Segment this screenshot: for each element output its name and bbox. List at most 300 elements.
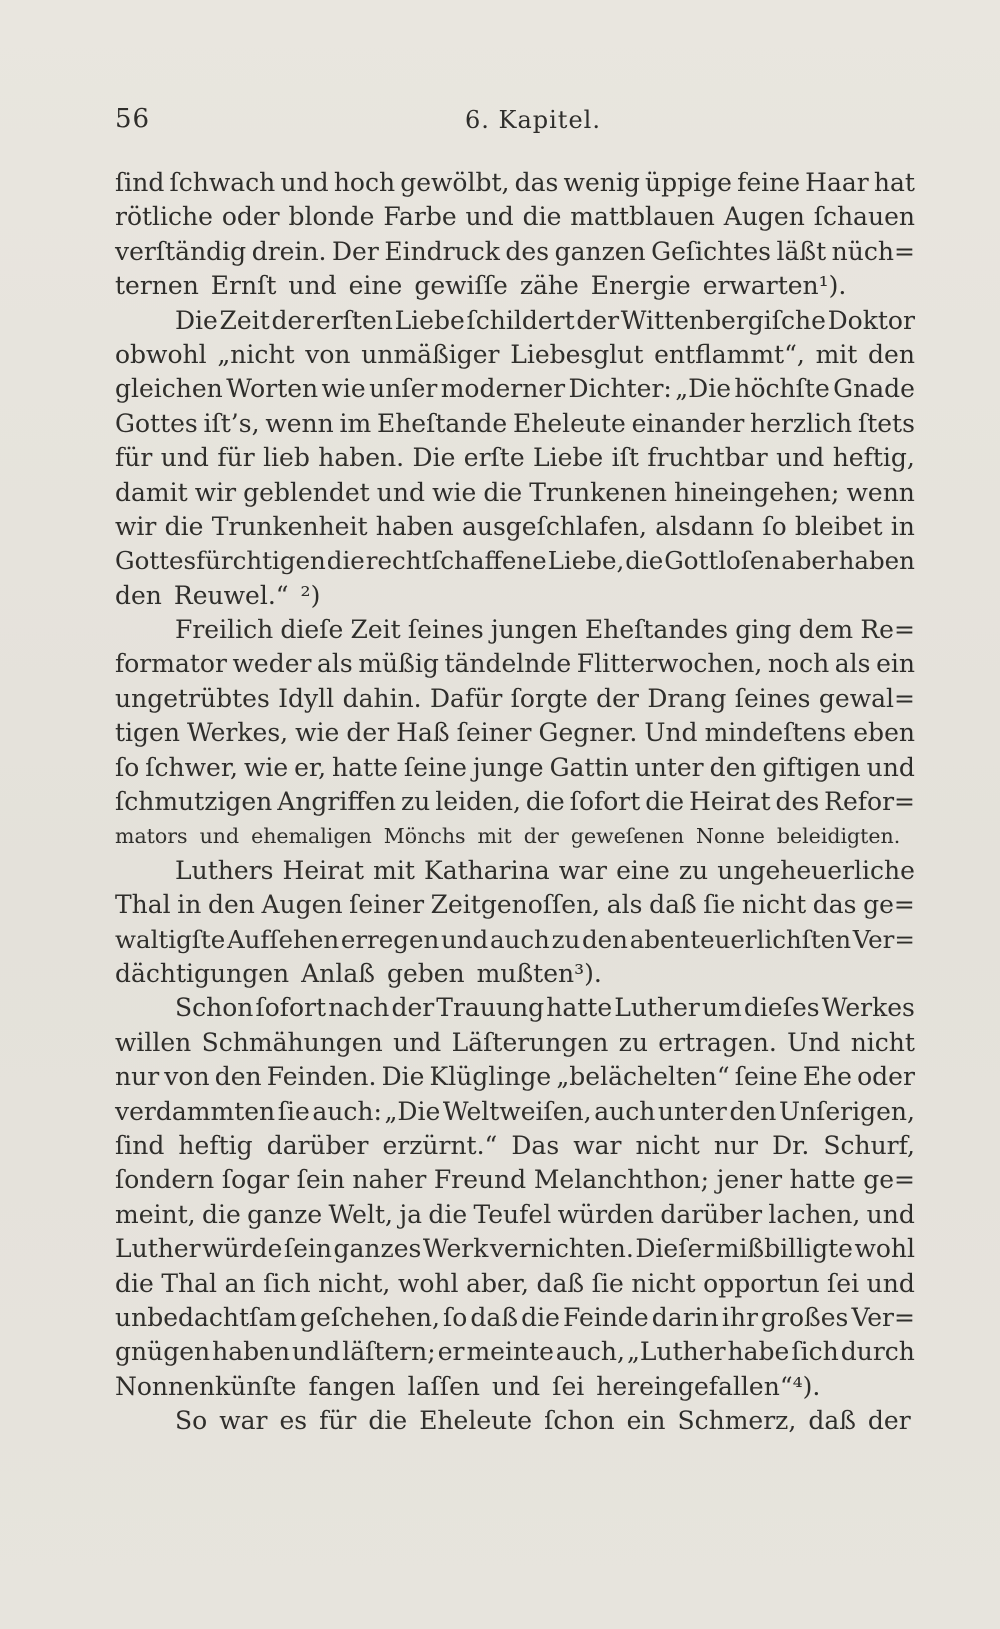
word: erſte — [463, 443, 525, 473]
text-line — [115, 785, 915, 819]
text-line — [115, 991, 915, 1025]
word: darin — [651, 1302, 719, 1332]
word: in — [890, 511, 915, 541]
word: naher — [352, 1165, 427, 1195]
word: nüch= — [831, 236, 915, 266]
text-line — [115, 269, 915, 303]
word: Nonnenkünſte — [115, 1371, 297, 1401]
word: den — [582, 924, 628, 954]
word: wohl — [854, 1234, 915, 1264]
word: Läſterungen — [451, 1027, 609, 1057]
word: nicht — [631, 1268, 696, 1298]
word: der — [576, 305, 620, 335]
word: war — [219, 1406, 268, 1436]
word: Re= — [860, 615, 915, 645]
word: hatte — [789, 1165, 856, 1195]
word: heftig — [178, 1130, 253, 1160]
word: Haß — [396, 718, 450, 748]
word: obwohl — [115, 339, 207, 369]
word: tändelnde — [444, 649, 572, 679]
word: als — [606, 890, 643, 920]
word: die — [483, 477, 523, 507]
word: waltigſte — [115, 924, 226, 954]
word: wir — [194, 477, 237, 507]
text-line — [115, 682, 915, 716]
text-line — [115, 304, 915, 338]
word: und — [776, 443, 825, 473]
word: wie — [432, 477, 477, 507]
word: nur — [115, 1062, 160, 1092]
word: abenteuerlichſten — [629, 924, 851, 954]
paragraph — [115, 613, 915, 854]
word: es — [279, 1406, 308, 1436]
word: den — [207, 890, 255, 920]
word: der — [271, 305, 315, 335]
word: wohl — [397, 1268, 459, 1298]
word: ſchauen — [813, 202, 915, 232]
word: nicht — [741, 890, 807, 920]
word: Gegner. — [538, 718, 638, 748]
text-line — [115, 579, 915, 613]
word: er — [437, 1337, 465, 1367]
word: Gottloſen — [664, 546, 781, 576]
word: er, — [294, 752, 327, 782]
text-line — [115, 957, 915, 991]
word: moderner — [440, 374, 566, 404]
word: ja — [399, 1199, 422, 1229]
word: ſie — [591, 1268, 624, 1298]
word: rötliche — [115, 202, 213, 232]
word: Schmerz, — [677, 1406, 797, 1436]
word: haben — [212, 1337, 291, 1367]
word: Eindruck — [384, 236, 500, 266]
word: ſchildert — [466, 305, 575, 335]
word: rechtſchaffene — [365, 546, 547, 576]
word: eine — [348, 271, 403, 301]
word: Und — [644, 718, 698, 748]
word: „nicht — [217, 339, 295, 369]
word: im — [339, 408, 372, 438]
word: meinte — [466, 1337, 554, 1367]
word: Idyll — [278, 683, 335, 713]
word: verdammten — [115, 1096, 276, 1126]
word: ungeheuerliche — [717, 855, 915, 885]
word: wenn — [265, 408, 334, 438]
word: die — [521, 1302, 560, 1332]
word: läßt — [776, 236, 827, 266]
word: ſofort — [255, 993, 327, 1023]
word: oder — [221, 202, 280, 232]
text-line — [115, 1301, 915, 1335]
word: würde — [202, 1234, 283, 1264]
word: Und — [787, 1027, 841, 1057]
word: geweſenen — [570, 824, 685, 849]
word: junge — [472, 752, 544, 782]
word: die — [525, 787, 565, 817]
word: ſofort — [569, 787, 641, 817]
word: die — [115, 1268, 154, 1298]
word: Flitterwochen, — [576, 649, 763, 679]
word: ausgeſchlafen, — [461, 511, 647, 541]
text-line — [115, 166, 915, 200]
word: meint, — [115, 1199, 196, 1229]
word: Dr. — [772, 1130, 810, 1160]
word: ſie — [277, 1096, 310, 1126]
word: unbedachtſam — [115, 1302, 297, 1332]
word: Dieſer — [635, 1234, 715, 1264]
word: und — [393, 1027, 442, 1057]
word: die — [522, 202, 562, 232]
word: ſchon — [544, 1406, 615, 1436]
text-line — [115, 1335, 915, 1369]
word: hoch — [333, 168, 396, 197]
word: den — [729, 1096, 777, 1126]
word: und — [866, 1268, 915, 1298]
word: Gottes — [115, 408, 198, 438]
word: Melanchthon; — [533, 1165, 710, 1195]
word: ſich — [791, 1337, 839, 1367]
word: ſeiner — [349, 890, 425, 920]
word: auch: — [312, 1096, 382, 1126]
word: nur — [713, 1130, 759, 1160]
word: ungetrübtes — [115, 683, 270, 713]
word: gewiſſe — [414, 271, 508, 301]
word: ein — [626, 1406, 666, 1436]
word: gnügen — [115, 1337, 211, 1367]
page-header — [115, 104, 915, 144]
word: Gnade — [833, 374, 915, 404]
word: entflammt“, — [654, 339, 805, 369]
word: Eheleute — [419, 1406, 533, 1436]
word: Schurf, — [823, 1130, 915, 1160]
word: wir — [115, 511, 157, 541]
word: ſo — [115, 752, 140, 782]
word: gewal= — [818, 683, 915, 713]
word: Wittenbergiſche — [620, 305, 826, 335]
word: und — [288, 271, 337, 301]
word: ſondern — [115, 1165, 215, 1195]
paragraph — [115, 166, 915, 304]
word: Feinde — [563, 1302, 649, 1332]
word: das — [812, 890, 857, 920]
word: Heirat — [689, 787, 771, 817]
word: fruchtbar — [647, 443, 768, 473]
word: dieſe — [280, 615, 344, 645]
word: unter — [634, 752, 704, 782]
word: Geſichtes — [651, 236, 771, 266]
word: Trunkenen — [529, 477, 668, 507]
word: hatte — [546, 993, 613, 1023]
word: Trauung — [436, 993, 545, 1023]
word: ſo — [762, 511, 787, 541]
text-line — [115, 1370, 915, 1404]
word: Gattin — [549, 752, 629, 782]
word: den — [214, 1062, 262, 1092]
word: bleibet — [794, 511, 883, 541]
word: ſchmutzigen — [115, 787, 273, 817]
word: eine — [616, 855, 670, 885]
word: Worten — [226, 374, 319, 404]
word: erregen — [340, 924, 440, 954]
word: durch — [840, 1337, 915, 1367]
word: des — [775, 787, 820, 817]
word: iſt’s, — [203, 408, 260, 438]
word: den — [868, 339, 915, 369]
word: würden — [557, 1199, 654, 1229]
word: Angriffen — [277, 787, 397, 817]
word: Ernſt — [210, 271, 277, 301]
word: Weltweiſen, — [442, 1096, 592, 1126]
word: Eheſtandes — [584, 615, 729, 645]
word: war — [573, 1130, 622, 1160]
word: großes — [761, 1302, 849, 1332]
text-line — [115, 751, 915, 785]
word: oder — [857, 1062, 915, 1092]
word: Unſerigen, — [778, 1096, 915, 1126]
word: Werkes — [821, 993, 915, 1023]
word: ſeines — [734, 683, 811, 713]
word: müßig — [358, 649, 439, 679]
word: zu — [678, 855, 709, 885]
text-line — [115, 647, 915, 681]
paragraph — [115, 1404, 915, 1438]
text-line — [115, 923, 915, 957]
word: und — [465, 202, 514, 232]
word: geſchehen, — [300, 1302, 440, 1332]
word: eben — [853, 718, 915, 748]
word: für — [217, 443, 255, 473]
word: auch — [489, 924, 550, 954]
word: „Die — [675, 374, 732, 404]
body-text — [115, 166, 915, 1438]
word: Liebesglut — [510, 339, 644, 369]
word: Zeitgenoſſen, — [430, 890, 601, 920]
word: „Luther — [626, 1337, 726, 1367]
word: hatte — [332, 752, 398, 782]
word: für — [115, 443, 153, 473]
word: hineingehen; — [674, 477, 840, 507]
text-line — [115, 441, 915, 475]
word: herzlich — [750, 408, 853, 438]
word: heftig, — [832, 443, 915, 473]
word: ertragen. — [658, 1027, 777, 1057]
word: „belächelten“ — [556, 1062, 730, 1092]
word: daß — [470, 1302, 519, 1332]
word: Thal — [115, 890, 171, 920]
word: den — [709, 752, 757, 782]
word: zu — [401, 787, 431, 817]
word: Eheſtande — [376, 408, 508, 438]
word: iſt — [611, 443, 639, 473]
word: giftigen — [762, 752, 861, 782]
word: der — [523, 824, 559, 849]
word: Werk — [422, 1234, 489, 1264]
word: Das — [511, 1130, 560, 1160]
word: haben — [838, 546, 915, 576]
word: nicht, — [318, 1268, 391, 1298]
word: darüber — [660, 1199, 763, 1229]
word: Schon — [175, 993, 254, 1023]
word: verſtändig — [115, 236, 247, 266]
word: die — [368, 1406, 408, 1436]
word: die — [201, 1199, 241, 1229]
word: ſogar — [221, 1165, 290, 1195]
word: ganzes — [333, 1234, 422, 1264]
word: drein. — [251, 236, 327, 266]
running-head: 6. Kapitel. — [465, 106, 601, 134]
text-line — [115, 510, 915, 544]
word: als — [317, 649, 353, 679]
word: dächtigungen — [115, 958, 290, 988]
word: nicht — [635, 1130, 700, 1160]
text-line — [115, 1129, 915, 1163]
word: geben — [386, 958, 465, 988]
text-line — [115, 1026, 915, 1060]
word: auch — [594, 1096, 656, 1126]
word: ſorgte — [510, 683, 588, 713]
word: und — [292, 1337, 341, 1367]
word: nach — [328, 993, 390, 1023]
text-line — [115, 1232, 915, 1266]
word: und — [440, 924, 489, 954]
word: ihr — [721, 1302, 758, 1332]
word: Die — [175, 305, 218, 335]
word: ein — [876, 649, 915, 679]
word: Farbe — [383, 202, 457, 232]
word: Augen — [261, 890, 343, 920]
word: ſind — [115, 1130, 165, 1160]
word: beleidigten. — [776, 824, 901, 849]
word: höchſte — [734, 374, 830, 404]
paragraph — [115, 854, 915, 992]
text-line — [115, 235, 915, 269]
word: ſeines — [407, 615, 484, 645]
word: Liebe — [394, 305, 465, 335]
paragraph — [115, 304, 915, 614]
word: ternen — [115, 271, 199, 301]
word: erzürnt.“ — [382, 1130, 498, 1160]
word: nicht — [850, 1027, 915, 1057]
word: der — [867, 1406, 911, 1436]
word: für — [319, 1406, 357, 1436]
word: gleichen — [115, 374, 223, 404]
word: einander — [631, 408, 745, 438]
word: Luther — [115, 1234, 201, 1264]
word: haben — [375, 511, 454, 541]
word: laſſen — [407, 1371, 480, 1401]
word: unmäßiger — [361, 339, 500, 369]
text-line — [115, 819, 915, 853]
word: ſeine — [734, 1062, 798, 1092]
word: Klüglinge — [429, 1062, 552, 1092]
word: der — [596, 683, 639, 713]
word: blonde — [288, 202, 375, 232]
word: opportun — [703, 1268, 820, 1298]
word: weder — [232, 649, 312, 679]
text-line — [115, 716, 915, 750]
word: und — [280, 168, 329, 197]
word: um — [701, 993, 742, 1023]
text-line — [115, 854, 915, 888]
word: Gottesfürchtigen — [115, 546, 326, 576]
word: daß — [808, 1406, 856, 1436]
word: Zeit — [219, 305, 270, 335]
word: daß — [649, 890, 697, 920]
word: war — [558, 855, 607, 885]
word: leiden, — [435, 787, 521, 817]
word: mit — [373, 855, 415, 885]
word: habe — [727, 1337, 790, 1367]
word: ²) — [300, 580, 321, 610]
text-line — [115, 1095, 915, 1129]
word: lieb — [263, 443, 310, 473]
word: Trunkenheit — [211, 511, 368, 541]
word: hereingefallen“⁴). — [596, 1371, 821, 1401]
word: die — [164, 511, 204, 541]
word: tigen — [115, 718, 180, 748]
word: Energie — [590, 271, 691, 301]
word: gewölbt, — [400, 168, 510, 197]
word: Liebe — [533, 443, 604, 473]
word: Augen — [723, 202, 805, 232]
word: lachen, — [768, 1199, 861, 1229]
word: und — [376, 477, 426, 507]
word: ge= — [863, 1165, 915, 1195]
word: ge= — [863, 890, 915, 920]
word: Nonne — [696, 824, 765, 849]
word: Der — [332, 236, 379, 266]
text-line — [115, 888, 915, 922]
word: und — [160, 443, 209, 473]
word: Zeit — [350, 615, 401, 645]
word: Haar — [805, 168, 869, 197]
word: Feinden. — [266, 1062, 377, 1092]
word: in — [177, 890, 202, 920]
word: ſeine — [403, 752, 467, 782]
word: darüber — [266, 1130, 369, 1160]
word: alsdann — [655, 511, 755, 541]
word: Teufel — [473, 1199, 552, 1229]
word: ganzen — [554, 236, 646, 266]
text-line — [115, 544, 915, 578]
word: Drang — [647, 683, 727, 713]
word: und — [199, 824, 240, 849]
word: damit — [115, 477, 188, 507]
word: wie — [243, 752, 289, 782]
word: das — [514, 168, 559, 197]
word: Anlaß — [301, 958, 375, 988]
word: Freilich — [175, 615, 274, 645]
word: des — [505, 236, 550, 266]
word: ſich — [263, 1268, 311, 1298]
word: ſchwach — [169, 168, 276, 197]
word: willen — [115, 1027, 192, 1057]
word: jener — [716, 1165, 783, 1195]
word: Doktor — [827, 305, 915, 335]
text-line — [115, 1163, 915, 1197]
word: und — [491, 1371, 541, 1401]
word: Aufſehen — [226, 924, 340, 954]
word: dahin. — [342, 683, 422, 713]
word: ehemaligen — [251, 824, 372, 849]
word: auch, — [555, 1337, 625, 1367]
paragraph — [115, 991, 915, 1404]
word: Heirat — [282, 855, 365, 885]
word: hat — [873, 168, 915, 197]
word: ſein — [283, 1234, 333, 1264]
text-line — [115, 613, 915, 647]
word: aber, — [466, 1268, 529, 1298]
